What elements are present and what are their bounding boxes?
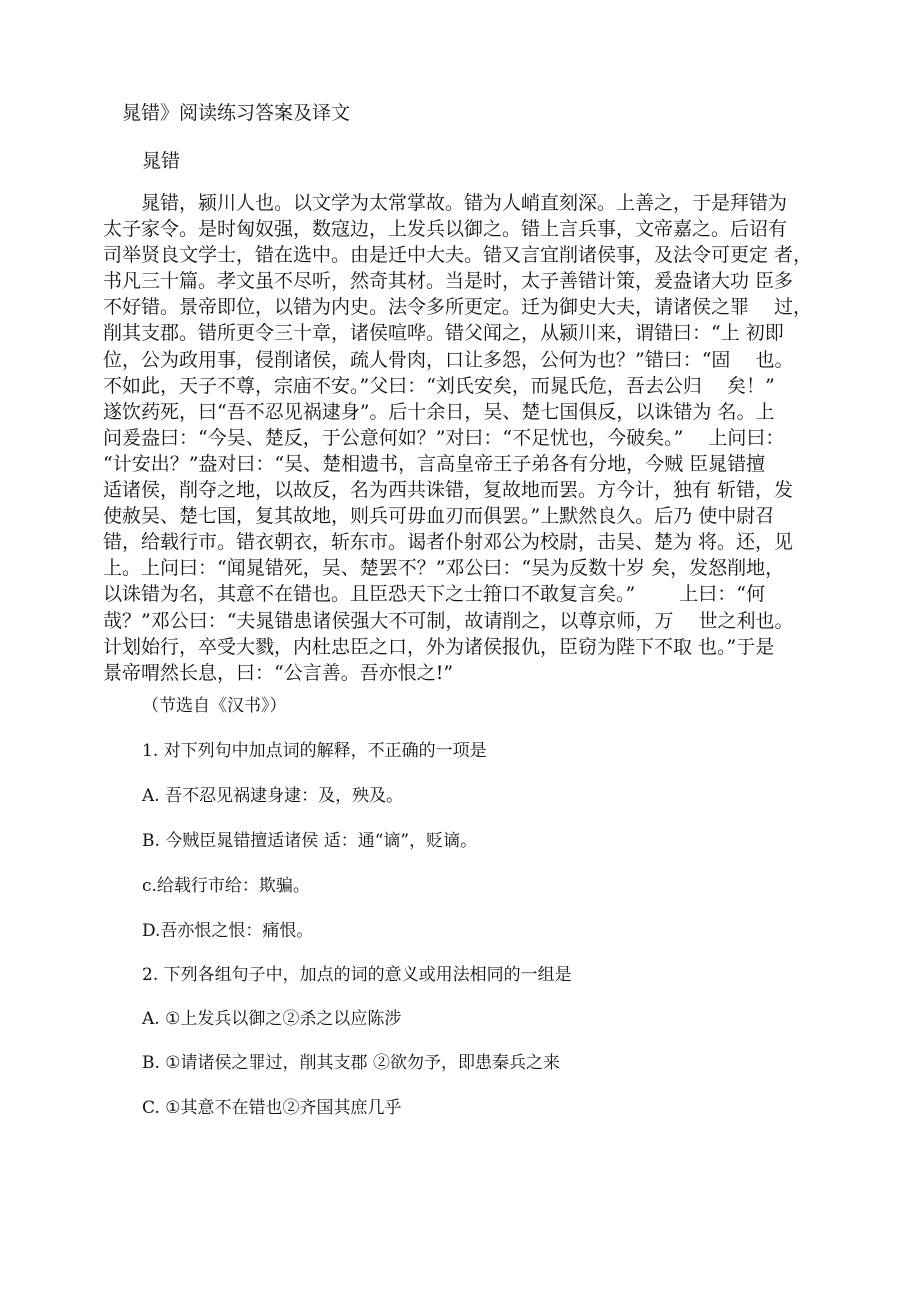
passage-line: 不好错。景帝即位，以错为内史。法令多所更定。迁为御史大夫，请诸侯之罪 过， — [103, 296, 813, 319]
question-1-option-a: A. 吾不忍见祸逮身逮：及，殃及。 — [142, 786, 404, 806]
passage-line: 以诛错为名，其意不在错也。且臣恐天下之士箝口不敢复言矣。” 上曰：“何 — [103, 583, 765, 606]
question-2-option-a: A. ①上发兵以御之②杀之以应陈涉 — [142, 1009, 402, 1029]
passage-title: 晁错 — [142, 150, 181, 172]
passage-line: 景帝喟然长息，曰：“公言善。吾亦恨之!” — [103, 661, 454, 684]
passage-line: 削其支郡。错所更令三十章，诸侯喧哗。错父闻之，从颍川来，谓错曰：“上 初即 — [103, 322, 784, 345]
passage-line: 遂饮药死，曰“吾不忍见祸逮身”。后十余日，吴、楚七国俱反，以诛错为 名。上 — [103, 400, 775, 423]
passage-line: 哉？”邓公曰：“夫晁错患诸侯强大不可制，故请削之，以尊京师，万 世之利也。 — [103, 609, 794, 632]
passage-line: 错，给载行市。错衣朝衣，斩东市。谒者仆射邓公为校尉，击吴、楚为 将。还，见 — [103, 531, 794, 554]
passage-line: 计划始行，卒受大戮，内杜忠臣之口，外为诸侯报仇，臣窃为陛下不取 也。”于是 — [103, 635, 775, 658]
passage-body — [103, 190, 833, 686]
passage-line: 书凡三十篇。孝文虽不尽听，然奇其材。当是时，太子善错计策，爰盎诸大功 臣多 — [103, 270, 794, 293]
passage-line: 位，公为政用事，侵削诸侯，疏人骨肉，口让多怨，公何为也？”错曰：“固 也。 — [103, 348, 794, 371]
question-1-prompt: 1. 对下列句中加点词的解释，不正确的一项是 — [142, 741, 487, 761]
passage-line: 司举贤良文学士，错在选中。由是迁中大夫。错又言宜削诸侯事，及法令可更定 者， — [103, 244, 813, 267]
passage-line: 使赦吴、楚七国，复其故地，则兵可毋血刃而俱罢。”上默然良久。后乃 使中尉召 — [103, 505, 775, 528]
question-1-option-c: c.给载行市给：欺骗。 — [142, 876, 310, 896]
passage-line: 适诸侯，削夺之地，以故反，名为西共诛错，复故地而罢。方今计，独有 斩错，发 — [103, 479, 794, 502]
passage-line: 不如此，天子不尊，宗庙不安。”父曰：“刘氏安矣，而晁氏危，吾去公归 矣！” — [103, 374, 775, 397]
passage-line: 上。上问曰：“闻晁错死，吴、楚罢不？”邓公曰：“吴为反数十岁 矣，发怒削地， — [103, 557, 785, 580]
passage-line: “计安出？”盎对曰：“吴、楚相遗书，言高皇帝王子弟各有分地，今贼 臣晁错擅 — [103, 452, 766, 475]
question-1-option-d: D.吾亦恨之恨：痛恨。 — [142, 921, 314, 941]
passage-line: 晁错，颍川人也。以文学为太常掌故。错为人峭直刻深。上善之，于是拜错为 — [141, 192, 788, 214]
question-1-option-b: B. 今贼臣晁错擅适诸侯 适：通“谪”，贬谪。 — [142, 831, 478, 851]
question-2-option-c: C. ①其意不在错也②齐国其庶几乎 — [142, 1098, 402, 1118]
document-title: 晁错》阅读练习答案及译文 — [122, 102, 351, 124]
source-citation: （节选自《汉书》） — [142, 696, 287, 716]
passage-line: 问爰盎曰：“今吴、楚反，于公意何如？”对曰：“不足忧也，今破矣。” 上问曰： — [103, 426, 785, 449]
passage-line: 太子家令。是时匈奴强，数寇边，上发兵以御之。错上言兵事，文帝嘉之。后诏有 — [103, 218, 788, 241]
question-2-prompt: 2. 下列各组句子中，加点的词的意义或用法相同的一组是 — [142, 965, 572, 985]
question-2-option-b: B. ①请诸侯之罪过，削其支郡 ②欲勿予，即患秦兵之来 — [142, 1053, 560, 1073]
